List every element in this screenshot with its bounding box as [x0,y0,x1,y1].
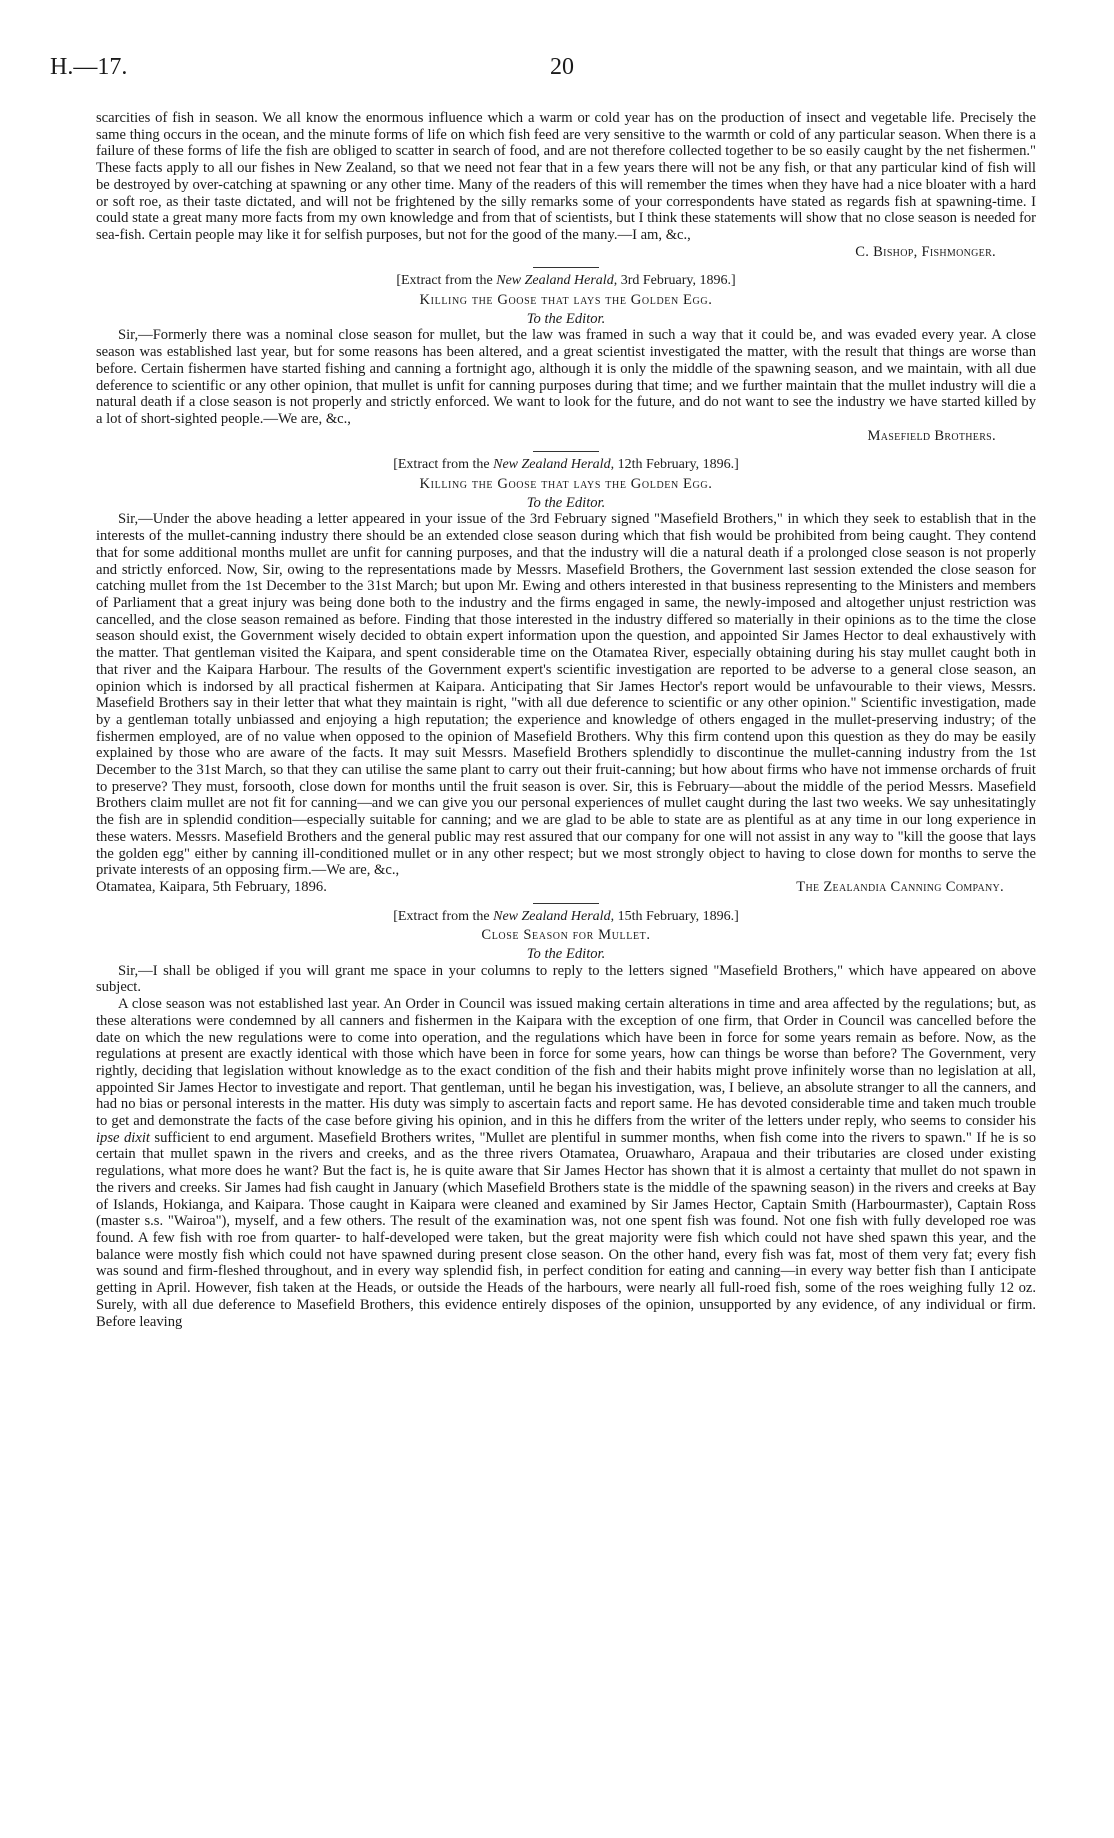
page-header [50,54,1054,88]
letter-heading: Killing the Goose that lays the Golden Egg. [419,476,713,493]
newspaper-name: New Zealand Herald [493,908,611,924]
letter-signature: C. Bishop, Fishmonger. [855,243,996,260]
section-divider [533,903,599,904]
salutation-heading: To the Editor. [526,946,606,963]
document-reference: H.—17. [50,54,128,80]
extract-source: [Extract from the New Zealand Herald, 12th February, 1896.] [393,457,739,473]
letter-bishop [96,110,1036,260]
section-divider [533,267,599,268]
latin-phrase: ipse dixit [96,1129,150,1146]
newspaper-name: New Zealand Herald [496,273,614,289]
extract-source: [Extract from the New Zealand Herald, 15th February, 1896.] [393,908,739,924]
letter-close-season [96,909,1036,1331]
letter-masefield [96,273,1036,444]
section-divider [533,451,599,452]
salutation-heading: To the Editor. [526,310,606,327]
letter-signature: Masefield Brothers. [867,427,996,444]
letter-zealandia [96,457,1036,895]
letter-signature: The Zealandia Canning Company. [796,878,1004,895]
letter-paragraph: Sir,—I shall be obliged if you will grant me space in your columns to reply to the letters signed "Masefield Brothers," which have appeared on above subject. [96,962,1036,996]
letter-heading: Close Season for Mullet. [481,927,651,944]
letter-body: Sir,—Formerly there was a nominal close season for mullet, but the law was framed in such a way that it could be, and was evaded every year. A close season was established last year, but for some reasons has been altered, and a great scientist investigated the matter, with the result that things are worse than before. Certain fishermen have started fishing and canning a fortnight ago, although it is only the middle of the spawning season, and we maintain, with all due deference to scientific or any other opinion, that mullet is unfit for canning purposes during that time; and we further maintain that the mullet industry will die a natural death if a close season is not properly and strictly enforced. We want to look for the future, and do not want to see the industry we have started killed by a lot of short-sighted people.—We are, &c., [96,327,1036,427]
letter-paragraph: A close season was not established last year. An Order in Council was issued making certain alterations in time and area affected by the regulations; but, as these alterations were condemned by all canners and fishermen in the Kaipara with the exception of one firm, that Order in Council was cancelled before the date on which the new regulations were to come into operation, and the regulations which have been in force for some years remain as before. Now, as the regulations at present are exactly identical with those which have been in force for some years, how can things be worse than before? The Government, very rightly, deciding that legislation without knowledge as to the exact condition of the fish and their habits might prove infinitely worse than no legislation at all, appointed Sir James Hector to investigate and report. That gentleman, until he began his investigation, was, I believe, an absolute stranger to all the canners, and had no bias or personal interests in the matter. His duty was simply to ascertain facts and report same. He has devoted considerable time and taken much trouble to get and demonstrate the facts of the case before giving his opinion, and in this he differs from the writer of the letters under reply, who seems to consider his ipse dixit sufficient to end argument. Masefield Brothers writes, "Mullet are plentiful in summer months, when fish come into the rivers to spawn." If he is so certain that mullet spawn in the rivers and creeks, and as the three rivers Otamatea, Oruawharo, Arapaua and their tributaries are closed under existing regulations, what more does he want? But the fact is, he is quite aware that Sir James Hector has shown that it is almost a certainty that mullet do not spawn in the rivers and creeks. Sir James had fish caught in January (which Masefield Brothers state is the middle of the spawning season) in the rivers and creeks at Bay of Islands, Hokianga, and Kaipara. Those caught in Kaipara were cleaned and examined by Sir James Hector, Captain Smith (Harbourmaster), Captain Ross (master s.s. "Wairoa"), myself, and a few others. The result of the examination was, not one spent fish was found. Not one fish with fully developed roe was found. A few fish with roe from quarter- to half-developed were taken, but the great majority were fish which could not have shed spawn this year, and the balance were mostly fish which could not have spawned during present close season. On the other hand, every fish was fat, most of them very fat; every fish was sound and firm-fleshed throughout, and in every way splendid fish, in perfect condition for eating and canning—in every way better fish than I anticipate getting in April. However, fish taken at the Heads, or outside the Heads of the harbours, were nearly all full-roed fish, some of the roes weighing fully 12 oz. Surely, with all due deference to Masefield Brothers, this evidence entirely disposes of the opinion, unsupported by any evidence, of any individual or firm. Before leaving [96,996,1036,1330]
extract-source: [Extract from the New Zealand Herald, 3rd February, 1896.] [396,273,736,289]
page-content [96,110,1036,1330]
page-number: 20 [550,54,574,80]
letter-body: scarcities of fish in season. We all know the enormous influence which a warm or cold year has on the production of insect and vegetable life. Precisely the same thing occurs in the ocean, and the minute forms of life on which fish feed are very sensitive to the warmth or cold of any particular season. When there is a failure of these forms of life the fish are obliged to scatter in search of food, and are not therefore collected together to be so easily caught by the net fishermen." These facts apply to all our fishes in New Zealand, so that we need not fear that in a few years there will not be any fish, or that any particular kind of fish will be destroyed by over-catching at spawning or any other time. Many of the readers of this will remember the times when they have had a nice bloater with a hard or soft roe, as their taste dictated, and will not be frightened by the silly remarks some of your correspondents have stated as regards fish at spawning-time. I could state a great many more facts from my own knowledge and from that of scientists, but I think these statements will show that no close season is needed for sea-fish. Certain people may like it for selfish purposes, but not for the good of the many.—I am, &c., [96,110,1036,243]
letter-heading: Killing the Goose that lays the Golden Egg. [419,292,713,309]
place-date: Otamatea, Kaipara, 5th February, 1896. [96,878,327,895]
salutation-heading: To the Editor. [526,494,606,511]
letter-closing [96,879,1036,896]
letter-body: Sir,—Under the above heading a letter appeared in your issue of the 3rd February signed "Masefield Brothers," in which they seek to establish that in the interests of the mullet-canning industry there should be an extended close season during which that fish would be prohibited from being caught. They contend that for some additional months mullet are unfit for canning purposes, and that the industry will die a natural death if a prolonged close season is not properly and strictly enforced. Now, Sir, owing to the representations made by Messrs. Masefield Brothers, the Government last session extended the close season for catching mullet from the 1st December to the 31st March; but upon Mr. Ewing and others interested in that business representing to the Ministers and members of Parliament that a great injury was being done both to the industry and the firms engaged in same, the newly-imposed and altogether unjust restriction was cancelled, and the close season remained as before. Finding that those interested in the industry differed so materially in their opinions as to the time the close season should exist, the Government wisely decided to obtain expert information upon the question, and appointed Sir James Hector to deal exhaustively with the matter. That gentleman visited the Kaipara, and spent considerable time on the Otamatea River, especially obtaining during his stay mullet caught both in that river and the Kaipara Harbour. The results of the Government expert's scientific investigation are reported to be adverse to a general close season, an opinion which is indorsed by all practical fishermen at Kaipara. Anticipating that Sir James Hector's report would be unfavourable to their views, Messrs. Masefield Brothers say in their letter that what they maintain is right, "with all due deference to scientific or any other opinion." Scientific investigation, made by a gentleman totally unbiassed and enjoying a high reputation; the experience and knowledge of others engaged in the mullet-preserving industry; of the fishermen employed, are of no value when opposed to the opinion of Masefield Brothers. Why this firm contend upon this question as they do may be easily explained by those who are aware of the facts. It may suit Messrs. Masefield Brothers splendidly to discontinue the mullet-canning industry from the 1st December to the 31st March, so that they can utilise the same plant to carry out their fruit-canning; but how about firms who have not immense orchards of fruit to preserve? They must, forsooth, close down for months until the fruit season is over. Sir, this is February—about the middle of the period Messrs. Masefield Brothers claim mullet are not fit for canning—and we can give you our personal experiences of mullet caught during the last two weeks. We say unhesitatingly the fish are in splendid condition—especially suitable for canning; and we are glad to be able to state are as plentiful as at any time in our long experience in these waters. Messrs. Masefield Brothers and the general public may rest assured that our company for one will not assist in any way to "kill the goose that lays the golden egg" either by canning ill-conditioned mullet or in any other respect; but we most strongly object to having to close down for months to serve the private interests of an opposing firm.—We are, &c., [96,511,1036,879]
newspaper-name: New Zealand Herald [493,457,611,473]
